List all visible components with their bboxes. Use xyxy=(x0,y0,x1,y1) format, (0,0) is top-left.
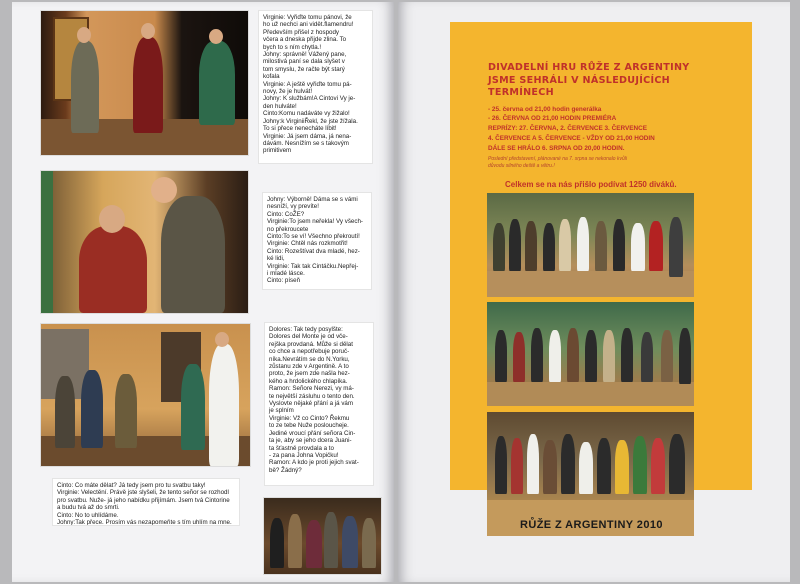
script-note-1 xyxy=(258,10,373,164)
poster-title-line: DIVADELNÍ HRU RŮŽE Z ARGENTINY xyxy=(488,62,690,73)
script-note-2 xyxy=(262,192,372,290)
script-line: to ze tebe Nuže posloucheje. xyxy=(269,422,349,430)
script-line: i mladé lásce. xyxy=(267,270,305,278)
script-line: ké lidi, xyxy=(267,255,285,263)
stage-photo-2 xyxy=(40,170,249,314)
poster-title-line: TERMÍNECH xyxy=(488,87,554,98)
schedule-line: REPRÍZY: 27. ČERVNA, 2. ČERVENCE 3. ČERVENCE xyxy=(488,125,647,132)
script-line: Johny:k VirginiiŘekl, že jste žížala. xyxy=(263,117,358,125)
script-line: Dolores: Tak tedy posylšte: xyxy=(269,326,343,333)
stage-photo-3 xyxy=(40,323,251,467)
script-line: je splním xyxy=(269,407,294,415)
script-line: Johny: správně! Vážený pane, xyxy=(263,51,347,59)
script-line: Cinto: Co máte dělat? Já tedy jsem pro tu svatbu taky! xyxy=(57,482,206,489)
script-line: Virginie:To jsem neřekla! Vy všech- xyxy=(267,218,363,226)
script-line: Cinto: píseň xyxy=(267,277,301,285)
script-line: bě? Žádný? xyxy=(269,466,302,474)
schedule-line: DÁLE SE HRÁLO 6. SRPNA OD 20,00 HODIN. xyxy=(488,145,625,152)
cancellation-note: Poslední představení, plánované na 7. srpna se nekonalo kvůli xyxy=(488,156,627,162)
script-line: Cinto: CoŽE? xyxy=(267,210,305,218)
script-line: zůstanu zde v Argentině. A to xyxy=(269,363,349,371)
script-line: pro svatbu. Nuže- já jeho nabídku přijímám. Jsem tvá Cintorine xyxy=(57,496,230,504)
script-line: dávám. Nesnížím se s takovým xyxy=(263,139,349,147)
script-line: Dolores del Monte je od vče- xyxy=(269,333,348,341)
script-line: Cinto: No to uhlídáme. xyxy=(57,511,119,519)
script-line: Johny: K službám!A Cintovi Vy je- xyxy=(263,95,356,103)
stage-photo-4 xyxy=(263,497,382,575)
script-line: ta šťastně provdala a to xyxy=(269,444,334,452)
script-line: te největší zásluhu o tento den. xyxy=(269,392,355,400)
script-line: Cinto:Komu nadáváte vy žižalo! xyxy=(263,110,350,118)
script-line: Jediné vroucí přání señora Cin- xyxy=(269,429,356,437)
audience-count: Celkem se na nás přišlo podívat 1250 diváků. xyxy=(505,180,677,189)
schedule-line: - 25. června od 21,00 hodin generálka xyxy=(488,106,602,113)
script-line: novy, že je hulvát! xyxy=(263,88,313,96)
script-line: kého a hrdolického chlapíka. xyxy=(269,377,348,385)
script-line: - za pana Johna Vopičku! xyxy=(269,451,339,459)
poster-footer-title: RŮŽE Z ARGENTINY 2010 xyxy=(520,519,663,531)
script-line: včera a dneska přijde zlina. To xyxy=(263,36,347,44)
script-line: Virginie: Vyřiďte tomu pánovi, že xyxy=(263,14,352,21)
script-line: ho už nechci ani vidět.flamendru! xyxy=(263,21,354,29)
script-line: ta je, aby se jeho dcera Juani- xyxy=(269,437,352,445)
script-line: milostivá paní se dala slyšet v xyxy=(263,58,345,66)
cancellation-note: důvodu silného deště a větru.! xyxy=(488,163,555,169)
script-line: den hulváte! xyxy=(263,102,297,110)
script-line: Virginie: Chtěl nás rozkmotřit! xyxy=(267,240,348,248)
cast-photo-1 xyxy=(487,193,694,297)
script-line: Virginie: Já jsem dáma, já nena- xyxy=(263,132,352,140)
script-line: bych to s ním chytla.! xyxy=(263,43,322,51)
cast-photo-2 xyxy=(487,302,694,406)
script-line: no překroucete xyxy=(267,225,309,233)
script-line: Johny:Tak přece. Prosím vás nezapomeňte s tím uhlím na mne. xyxy=(57,519,232,526)
stage-photo-1 xyxy=(40,10,249,156)
script-line: kofala xyxy=(263,73,280,81)
script-note-4 xyxy=(52,478,240,526)
script-line: primitivem xyxy=(263,147,292,155)
script-note-3 xyxy=(264,322,374,486)
script-line: Virginie: Vž co Cinto? Řekmu xyxy=(269,414,350,422)
poster-title-line: JSME SEHRÁLI V NÁSLEDUJÍCÍCH xyxy=(488,74,671,86)
script-line: Vyslovte nějaké přání a já vám xyxy=(269,400,354,408)
script-line: Ramon: A kdo je proti jejich svat- xyxy=(269,459,359,467)
script-line: Cinto:To se ví! Všechno překroutí! xyxy=(267,233,360,241)
script-line: Virginie: A ještě vyřiďte tomu pá- xyxy=(263,80,352,88)
script-line: Virginie: Tak tak Cintáčku.Nepřej- xyxy=(267,262,359,270)
script-line: co chce a nepotřebuje poruč- xyxy=(269,348,350,356)
script-line: proto, že jsem zde našla hez- xyxy=(269,370,350,378)
cast-photo-3 xyxy=(487,412,694,536)
poster-title xyxy=(488,62,728,100)
script-line: Virginie: Velectění. Právě jste slyšeli, že tento señor se rozhodl xyxy=(57,489,229,497)
script-line: tom smyslu, že račte být starý xyxy=(263,65,345,73)
schedule-line: 4. ČERVENCE A 5. ČERVENCE - VŽDY OD 21,00 HODIN xyxy=(488,135,655,142)
schedule-line: - 26. ČERVNA OD 21,00 HODIN PREMIÉRA xyxy=(488,115,617,122)
script-line: Cinto: Rozeštívat dva mladé, hez- xyxy=(267,247,360,255)
script-line: a budu tvá až do smrti. xyxy=(57,504,120,512)
script-line: To si přece nenecháte líbit! xyxy=(263,125,337,133)
script-line: rejška provdaná. Může si dělat xyxy=(269,340,353,348)
script-line: Především přišel z hospody xyxy=(263,28,340,36)
script-line: nesníží, vy prevíte! xyxy=(267,203,319,211)
script-line: níka.Nevrátím se do N.Yorku, xyxy=(269,355,350,363)
script-line: Ramon: Señore Nerezi, vy má- xyxy=(269,385,354,393)
script-line: Johny: Výborně! Dáma se s vámi xyxy=(267,196,358,203)
